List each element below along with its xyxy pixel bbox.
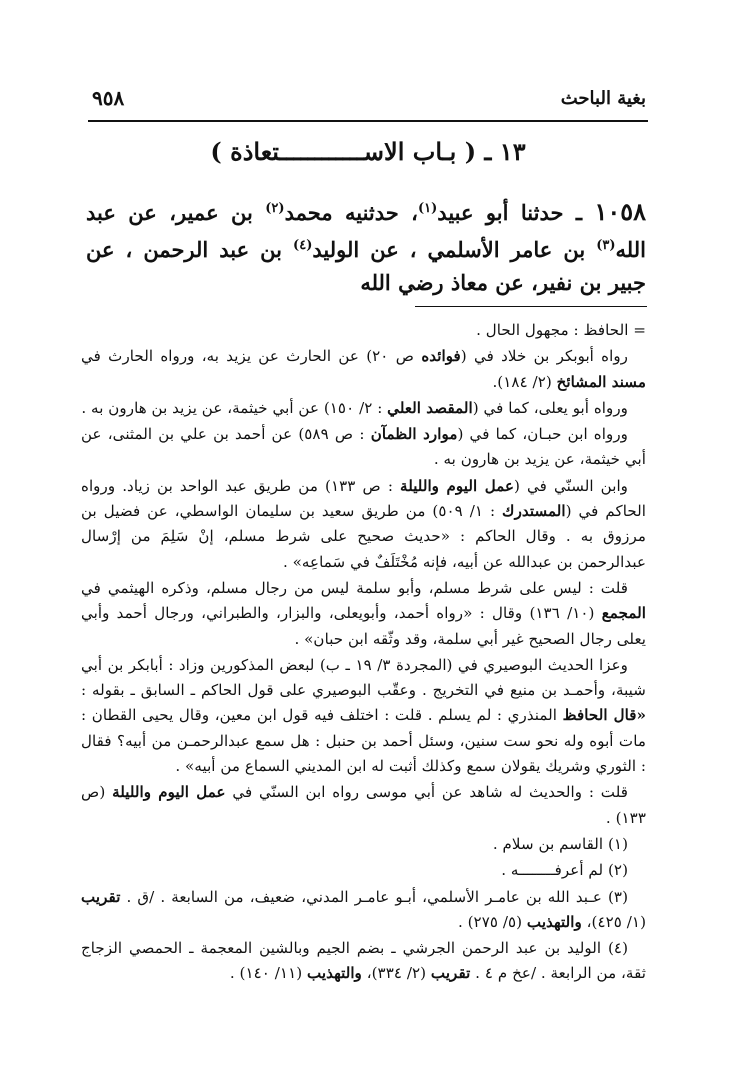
hadith-dash: ـ xyxy=(563,200,595,225)
source-title: تقريب xyxy=(81,887,121,906)
note-paragraph xyxy=(81,318,646,343)
footnote-divider xyxy=(415,306,647,307)
note-text: (ص ١٣٣) . xyxy=(81,783,646,827)
note-text: قلت : ليس على شرط مسلم، وأبو سلمة ليس من رجال مسلم، وذكره الهيثمي في xyxy=(81,578,628,597)
note-text: وابن السنّي في ( xyxy=(514,476,629,495)
note-paragraph xyxy=(81,344,646,395)
note-paragraph xyxy=(81,576,646,652)
source-title: موارد الظمآن xyxy=(370,425,458,444)
note-text: قلت : والحديث له شاهد عن أبي موسى رواه ابن السنّي في xyxy=(225,783,628,802)
footnote-ref: (١) xyxy=(417,201,438,216)
footnote-item xyxy=(81,858,646,883)
footnote-text: (١١/ ١٤٠) . xyxy=(229,964,307,983)
page-number: ٩٥٨ xyxy=(92,86,125,110)
footnote-ref: (٤) xyxy=(293,238,313,253)
hadith-segment: بن عمير، عن عبد الله xyxy=(86,200,646,262)
hadith-segment: بن عبد الرحمن ، عن جبير بن نفير، عن معاذ رضي الله xyxy=(86,237,646,295)
note-text: ورواه ابن حبـان، كما في ( xyxy=(457,425,628,444)
note-text: = الحافظ : مجهول الحال . xyxy=(476,321,646,339)
note-text: : ١/ ٥٠٩) من طريق سعيد بن سليمان الواسطي، عن فضيل بن مرزوق به . وقال الحاكم : «حديث صحيح على شرط مسلم، إنْ سَلِمَ من إرْسال عبدالرحمن بن عبدالله عن أبيه، فإنه مُخْتَلَفٌ في سَماعِه» . xyxy=(81,502,646,571)
note-text: : ص ١٣٣) من طريق عبد الواحد بن زياد. ورواه الحاكم في ( xyxy=(81,476,646,521)
footnote-item xyxy=(81,832,646,857)
footnote-item xyxy=(81,936,646,987)
footnote-ref: (٣) xyxy=(596,238,616,253)
footnote-text: (٥/ ٢٧٥) . xyxy=(457,912,527,931)
note-text: : ص ٥٨٩) عن أحمد بن علي بن المثنى، عن أبي خيثمة، عن يزيد بن هارون به . xyxy=(81,425,646,469)
footnote-text: (١/ ٤٢٥)، xyxy=(581,912,646,931)
hadith-text xyxy=(86,192,646,299)
footnote-text: (٤) الوليد بن عبد الرحمن الجرشي ـ بضم الجيم وبالشين المعجمة ـ الحمصي الزجاج ثقة، من الرابعة . /عخ م ٤ . xyxy=(81,939,646,983)
source-title: المستدرك xyxy=(502,502,566,521)
note-text: وعزا الحديث البوصيري في (المجردة ٣/ ١٩ ـ ب) لبعض المذكورين وزاد : أبابكر بن أبي شيبة، وأحمـد بن منيع في التخريج . وعقّب البوصيري على قول الحاكم ـ السابق ـ بقوله : xyxy=(81,655,646,700)
source-title: عمل اليوم والليلة xyxy=(400,476,515,495)
footnote-text: (١) القاسم بن سلام . xyxy=(492,834,628,853)
source-title: مسند المشائخ xyxy=(556,372,646,391)
source-title: فوائده xyxy=(421,347,461,366)
note-text: ورواه أبو يعلى، كما في ( xyxy=(472,398,628,417)
source-title: عمل اليوم والليلة xyxy=(112,783,226,802)
source-title: المجمع xyxy=(601,604,646,623)
hadith-segment: حدثنا أبو عبيد xyxy=(437,200,564,225)
note-paragraph xyxy=(81,422,646,473)
source-title: والتهذيب xyxy=(526,912,582,931)
note-paragraph xyxy=(81,474,646,575)
footnotes-section xyxy=(81,318,646,988)
note-text: رواه أبوبكر بن خلاد في ( xyxy=(460,347,628,366)
source-title: والتهذيب xyxy=(307,964,362,983)
note-text: (١٠/ ١٣٦) وقال : «رواه أحمد، وأبويعلى، والبزار، والطبراني، ورجال أحمد وأبي يعلى رجال الصحيح غير أبي سلمة، وقد وثّقه ابن حبان» . xyxy=(81,604,646,648)
source-title: المقصد العلي xyxy=(387,398,473,417)
header-divider xyxy=(88,120,648,122)
hadith-segment: ، حدثنيه محمد xyxy=(284,200,418,225)
note-text: المنذري : لم يسلم . قلت : اختلف فيه قول ابن معين، وقال يحيى القطان : مات أبوه وله نحو ست سنين، وسئل أحمد بن حنبل : هل سمع عبدالرحمـن من أبيه؟ فقال : الثوري وشريك يقولان سمع وكذلك أثبت له ابن المديني السماع من أبيه» . xyxy=(81,706,646,776)
note-paragraph xyxy=(81,780,646,831)
footnote-text: (٢) لم أعرفــــــــه . xyxy=(501,861,628,880)
note-paragraph xyxy=(81,396,646,421)
source-title: تقريب xyxy=(430,964,471,983)
footnote-ref: (٢) xyxy=(265,201,285,216)
note-paragraph xyxy=(81,653,646,779)
hadith-segment: بن عامر الأسلمي ، عن الوليد xyxy=(312,237,597,262)
footnote-text: (٢/ ٣٣٤)، xyxy=(361,964,431,983)
note-text: ص ٢٠) عن الحارث عن يزيد به، ورواه الحارث في xyxy=(81,347,422,366)
footnote-item xyxy=(81,885,646,936)
chapter-heading: ١٣ ـ ( بـاب الاســــــــــــتعاذة ) xyxy=(210,137,526,166)
running-header-title: بغية الباحث xyxy=(560,88,646,109)
footnote-text: (٣) عـبد الله بن عامـر الأسلمي، أبـو عامـر المدني، ضعيف، من السابعة . /ق . xyxy=(120,887,628,906)
source-title: «قال الحافظ xyxy=(562,706,647,725)
note-text: (٢/ ١٨٤). xyxy=(492,372,557,391)
hadith-number: ١٠٥٨ xyxy=(594,197,647,226)
note-text: : ٢/ ١٥٠) عن أبي خيثمة، عن يزيد بن هارون به . xyxy=(81,398,388,417)
